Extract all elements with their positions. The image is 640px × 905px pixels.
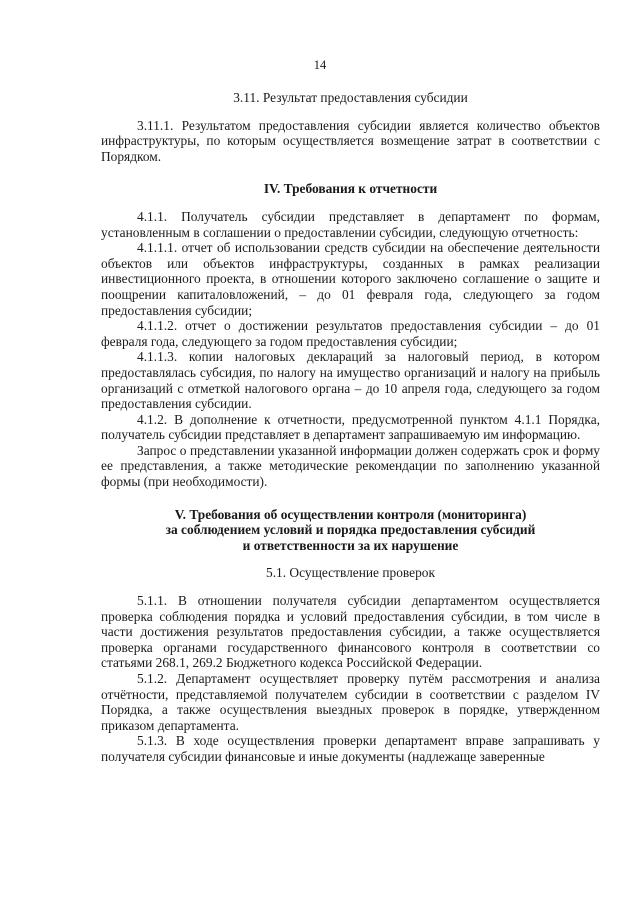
page-body	[101, 90, 600, 765]
section-5-heading	[101, 507, 600, 554]
paragraph-4-1-1-2: 4.1.1.2. отчет о достижении результатов предоставления субсидии – до 01 февраля года, следующего за годом предоставления субсидии;	[101, 318, 600, 349]
section-4-heading: IV. Требования к отчетности	[263, 181, 438, 197]
section-5-heading-line-3: и ответственности за их нарушение	[242, 537, 459, 553]
paragraph-5-1-1: 5.1.1. В отношении получателя субсидии департаментом осуществляется проверка соблюдения порядка и условий предоставления субсидии, в том числе в части достижения результатов предоставления субсидии, а также осуществляется проверка органами государственного финансового контроля в соответствии со статьями 268.1, 269.2 Бюджетного кодекса Российской Федерации.	[101, 593, 600, 671]
section-3-11-heading: 3.11. Результат предоставления субсидии	[233, 90, 468, 105]
paragraph-4-1-1-1: 4.1.1.1. отчет об использовании средств субсидии на обеспечение деятельности объектов или объектов инфраструктуры, созданных в рамках реализации инвестиционного проекта, в отношении которого заключено соглашение о защите и поощрении капиталовложений, – до 01 февраля года, следующего за годом предоставления субсидии;	[101, 240, 600, 318]
paragraph-4-1-1: 4.1.1. Получатель субсидии представляет в департамент по формам, установленным в соглашении о предоставлении субсидии, следующую отчетность:	[101, 208, 600, 240]
paragraph-3-11-1: 3.11.1. Результатом предоставления субсидии является количество объектов инфраструктуры, по которым осуществляется возмещение затрат в соответствии с Порядком.	[101, 117, 600, 164]
paragraph-4-1-1-3: 4.1.1.3. копии налоговых деклараций за налоговый период, в котором предоставлялась субсидия, по налогу на имущество организаций и налогу на прибыль организаций с отметкой налогового органа – до 10 апреля года, следующего за годом предоставления субсидии.	[101, 349, 600, 412]
paragraph-request: Запрос о представлении указанной информации должен содержать срок и форму ее представления, а также методические рекомендации по заполнению указанной формы (при необходимости).	[101, 442, 600, 490]
paragraph-4-1-2: 4.1.2. В дополнение к отчетности, предусмотренной пунктом 4.1.1 Порядка, получатель субсидии представляет в департамент запрашиваемую им информацию.	[101, 411, 600, 443]
section-5-1-heading: 5.1. Осуществление проверок	[266, 565, 435, 581]
paragraph-5-1-3: 5.1.3. В ходе осуществления проверки департамент вправе запрашивать у получателя субсидии финансовые и иные документы (надлежаще заверенные	[101, 733, 600, 764]
paragraph-5-1-2: 5.1.2. Департамент осуществляет проверку путём рассмотрения и анализа отчётности, представляемой получателем субсидии в соответствии с разделом IV Порядка, а также осуществления выездных проверок в порядке, утвержденном приказом департамента.	[101, 671, 600, 733]
page-number: 14	[313, 58, 327, 72]
section-5-heading-line-1: V. Требования об осуществлении контроля (мониторинга)	[174, 506, 527, 522]
section-5-heading-line-2: за соблюдением условий и порядка предоставления субсидий	[165, 522, 536, 538]
